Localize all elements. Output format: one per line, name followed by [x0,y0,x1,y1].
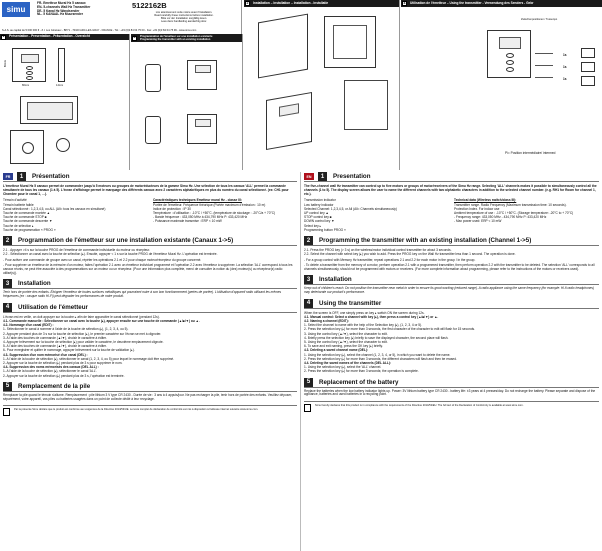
panel-usage [401,0,602,170]
frame-diagram [344,80,388,130]
battery-coin-icon [56,138,70,152]
list-item: Touche de commande montée ▲ [3,211,50,215]
list-item: STOP control key ■ [304,215,332,220]
en-section-3-body: Keep out of children's reach. Do not position the transmitter near metal in order to ensure its good working (reduced range). A radio appliance using the same frequency (for example: Hi-fi radio headphones) may deteriorate our product's performance. [304,286,595,294]
fr-section-2-header: 2 Programmation de l'émetteur sur une installation existante (Canaux 1->5) [3,236,297,246]
screen-detail-display [27,102,73,120]
intermediate-position-note: Pi= Position intermédiaire/ intermed [505,151,556,155]
column-divider [300,172,301,551]
en-section-5-body: Replace the batteries when the low battery indicator lights up. Power: 3V lithium battery type CR 2430 - battery life: ±3 years at 4 presses/day. Do not recharge the battery. Please separate and dispose of the appliance, batteries and used batteries in a recycling point. [304,388,596,397]
list-item: Indice de protection : IP 30 [153,206,191,211]
list-item: Témoin batterie faible [3,202,34,207]
prog-screen-1 [195,65,211,73]
fr-section-4-body: L'écran est en veille, on doit appuyer sur la touche ▸ afin de faire apparaître le canal sélectionné (pendant 12s). 4.1- Commande manuelle : Sélectionner un canal avec la touche (▸), appuyer ensuite sur une touche de commande (▲/■/▼) ou ▲. 4.2- Nommage d'un canal (EDIT) : 1- Sélectionner le canal à nommer à l'aide de la touche de sélection (▸), (1, 2, 3, 4, ou 5). 2- Appuyer pendant plus de 3 s sur la touche de sélection (▸), le premier caractère sur l'écran se met à clignoter. 3- A l'aide des touches de commande (▲/▼), choisir le caractère à éditer. 4- Appuyer brièvement sur la touche de sélection (▸) pour valider le caractère, le deuxième emplacement clignote. 5- A l'aide des touches de commande (▲/▼), choisir le caractère à éditer. 6- Pour enregistrer et quitter le nommage, appuyer brièvement sur la touche de validation (▸). 4.3- Suppression d'un nom mémorisé d'un canal (DEL) : 1- A l'aide de la touche de sélection (▸), sélectionner le canal (1, 2, 3, 4, ou 5) pour lequel le nommage doit être supprimé. 2- Appuyer sur la touche de sélection (▸) pendant plus de 3 s pour supprimer le nom. 4.4- Suppression des noms mémorisés des canaux (DEL ALL) : 1- A l'aide de la touche de sélection (▸), sélectionner le canal 'ALL'. 2- Appuyer sur la touche de sélection (▸) pendant plus de 3 s, l'opération est terminée. [3,314,200,378]
blind-up-icon [581,48,595,58]
panel-installation-header: 2 Installation – Installation – Installation - Installatie [244,0,399,7]
fr-specs: Caractéristiques techniques Emetteur mural Hz - classe III: Portée de l'émetteur. Fréquence théorique (Portée maximum d'émission : 10 m) Indice de protection : IP 30 Température : d'utilisation : -10°C / +50°C. (température de stockage : -20°C/a + 70°C) - Bande fréquence : 433,050 MHz à 434,790 MHz P: 433,420 MHz - Puissance maximale transmise : ERP < 10 mW [153,198,297,232]
fr-section-4-header: 4 Utilisation de l'émetteur [3,303,297,313]
transmitter-side [58,48,65,82]
panel-programming [131,34,243,170]
prog-remote-2 [145,116,161,144]
list-item: Select key ▸ [304,223,322,228]
arrow-down-icon [535,77,553,78]
blind-mid-icon [581,62,595,72]
dim-height: 80mm [4,59,8,68]
fr-footer: Par la présente Simu déclare que le produit est conforme aux exigences de la Directive 2014/53/UE. Le texte complet de déclaration de conformité est mis à disposition à l'adresse internet suivante www.simu.com. [3,405,297,416]
list-item: Témoin d'activité [3,198,27,203]
dim-width: 80mm [22,84,30,87]
header-title-de: DE- 5 Kanal Hz Wandsender [37,8,80,13]
press-time-stop: 1s [563,65,567,69]
fr-column [3,172,297,551]
prog-transmitter-2 [187,114,217,144]
list-item: Touche de commande descente ▼ [3,219,53,224]
dim-depth: 14mm [56,84,64,87]
panel-installation [244,0,400,170]
fr-section-3-header: 3 Installation [3,279,297,289]
header-title-en: EN- 5-channels Wall Hz Transmitter [37,4,91,9]
list-item: Température : d'utilisation : -10°C / +50°C. (température de stockage : -20°C/a + 70°C) [153,211,276,215]
list-item: Selected Channel: 1,2,3,4,5, or All (All= Channels simultaneously) [304,206,397,211]
list-item: UP control key ▲ [304,211,329,215]
list-item: Protection Index. For indoor use [454,206,500,211]
recycle-bin-icon [304,404,311,412]
press-time-down: 1s [563,77,567,81]
fr-section-1-header: FR 1 Présentation [3,172,297,182]
company-address: S.A.S. au capital de 5 000 000 € - Z.I. Les Giranaux - BP71 - 70100 ARC-LES-GRAY - FRANCE - Tél.: +33 (0)3 84 64 75 00 - Fax: +33 (0)3 84 64 75 99 - www.simu.com [2,29,197,32]
list-item: Touche de commande STOP ■ [3,215,47,220]
prog-transmitter-1 [187,60,217,90]
list-item: Programming button PROG » [304,227,346,232]
list-item: Canal sélectionné : 1,2,3,4,5, ou ALL (All= tous les canaux en simultané) [3,206,106,211]
en-section-4-body: When the screen is OFF, one simply press on key ▸ switch ON the screen during 12s. 4.1. Manual control: Select a channel with key (▸), then press a control key (▲/■/▼) or ▲. 4.2. Naming a channel (EDIT): 1- Select the channel to name with the help of the Selection key (▸), (1, 2, 3, 4 or 5). 2- Press the selection key (▸) for more than 3 seconds, the first character of the character to edit will flash for 15 seconds. 3- Using the control key (▲/▼), select the character to edit. 4- Briefly press the selection key (▸) briefly to save the displayed character, the second place will flash. 5- Using the control key (▲/▼), select the character to edit. 6- To save and exit naming, press the OK key (▸) briefly. 4.3. Deleting a saved channel name (DEL): 1- Using the selection key (▸), select the channel (1, 2, 3, 4, or 5), in which you want to delete the name. 2- Press the selection key (▸) for more than 3 seconds, the different characters will flash and then be erased. 4.4. Deleting the saved names of the channels (DEL ALL): 1- Using the selection key (▸), select the 'ALL' channel. 2- Press the selection key (▸) for more than 3 seconds; the operation is complete. [304,310,475,374]
en-column [304,172,599,551]
intermediate-label: Zwischenpositionen / Tussenpo [521,18,558,21]
recycle-bin-icon [3,408,10,416]
blind-down-icon [581,76,595,86]
down-button[interactable] [26,76,33,80]
fr-section-5-header: 5 Remplacement de la pile [3,382,297,392]
document-code: 5122162B [132,1,167,10]
en-section-3-header: 3 Installation [304,275,599,285]
list-item: Touche de programmation « PROG » [3,227,56,232]
arrow-stop-icon [535,65,553,66]
panel-presentation-header: 1 Présentation - Presentation - Präsentation - Overzicht [0,34,129,40]
list-item: - Bande fréquence : 433,050 MHz à 434,790 MHz P: 433,420 MHz [153,215,248,220]
panel-usage-header: 4 Utilisation de l'émetteur – Using the transmitter - Verwendung des Senders - Gebr [401,0,602,7]
list-item: - Frequency range: 433,050 MHz - 434,790 MHz P: 433,420 MHz [454,215,547,220]
list-item: Touche de sélection ▸ [3,223,34,228]
list-item: Transmission indicator [304,198,336,203]
fr-intro: L'émetteur Mural Hz 5 canaux permet de commander jusqu'à 5 moteurs ou groupes de motoréducteurs de la gamme Simu Hz. Une sélection de tous les canaux 'ALL' permet la commande simultanée de tous les canaux (1 à 5). L'écran d'affichage permet le marquage des différents canaux avec 2 caractères alphabétiques en plus du numéro du canal sélectionné. (ex: CH1 pour Chambre pour le canal 1, …). [3,184,289,196]
prog-screen-2 [195,119,211,127]
fr-items [3,198,153,232]
stop-button[interactable] [26,71,33,75]
usage-stop-button[interactable] [506,60,514,65]
panel-programming-header: 3 Programmation de l'émetteur sur une installation existante Programming the transmitter with an existing installation [131,34,242,42]
screw-mount-diagram [258,14,308,79]
panel-presentation [0,34,130,170]
simu-logo: simu [2,2,30,17]
battery-icon [22,142,34,154]
wall-plate-diagram [324,16,376,68]
transmitter-front [12,48,46,82]
transmitter-back [10,130,44,164]
en-flag: EN [304,173,314,180]
en-intro: The five-channel wall Hz transmitter can control up to five motors or groups of motor/receivers of the Simu Hz range. Selecting 'ALL' channels makes it possible to simultaneously control all the channels (1 to 5). The display screen allows the user to name the different channels with two alphabetic characters in addition to the selected channel number. (e.g. RH1 for Room for channel 1, etc.). [304,184,597,196]
press-time-up: 1s [563,53,567,57]
header-title-nl: NL- 5 KANAAL Hz Muurzender [37,12,83,17]
en-section-2-header: 2 Programming the transmitter with an existing installation (Channel 1->5) [304,236,599,246]
wall-plate-inner [333,25,367,59]
en-items [304,198,454,232]
transmitter-screen [21,54,39,63]
wall-mount-diagram [266,92,312,150]
list-item: Portée de l'émetteur. Fréquence théorique (Portée maximum d'émission : 10 m) [153,202,266,207]
en-specs: Technical data (Wireless switch/class III): Transmitter range. Radio Frequency (Maximum transmission time: 10 seconds). Protection Index. For indoor use Ambient temperature of use : -10°C / +50°C. (Storage temperature: -20°C to + 70°C) - Frequency range: 433,050 MHz - 434,790 MHz P: 433,420 MHz - Max power used: ERP < 10 mW [454,198,599,232]
usage-screen [499,37,521,49]
screen-detail [20,96,78,124]
list-item: Low battery indicator [304,202,334,207]
fr-section-5-body: Remplacer la pile quand le témoin s'allume. Remplacement : pile lithium 3 V type CR 2430 - Durée de vie : 3 ans à 4 appuis/jour. Ne pas recharger la pile, tenir hors de portée des enfants. Veuillez déposer, séparément, votre appareil, vos piles ou batteries usagées dans un point de collecte dédié à leur recyclage. [3,392,292,401]
fr-section-2-body: 2.1 - Appuyer >4 s sur la touche PROG de l'émetteur de commande individuelle du moteur ou récepteur. 2.2 - Sélectionner un canal avec la touche de sélection (▸). Ensuite, appuyer < 1 s sur la touche PROG de l'émetteur Mural Hz. L'opération est terminée. - Pour activer une commande de groupe avec un canal, répéter les opérations 2.1 et 2.2 pour chaque moteur/récepteur du groupe concerné. - Pour supprimer un émetteur de la mémoire d'un moteur, faites l'opération 2.1 avec un émetteur individuel programmé et l'opération 2.2 avec l'émetteur à supprimer. La sélection 'ALL' correspond à tous les canaux réunis, ne peut être associée à des programmations sur un moteur ou un récepteur. (Pour une information plus complète, merci de consulter la notice du (des) moteur(s) ou récepteur(s) radio utilisé(s)). [3,248,293,276]
list-item: - Max power used: ERP < 10 mW [454,219,502,224]
en-section-1-header: EN 1 Presentation [304,172,599,182]
en-section-2-body: 2.1- Press the PROG key (> 3 s) on the wireless/motor individual control transmitter for about 3 seconds. 2.2- Select the channel with select key (▸) you wish to add. Press the PROG key on the Wall Hz transmitter less than 1 second. The operation is done. - For a group control with Memory Hz transmitter, repeat operations 2.1 and 2.2 for each motor in the group / in the group. - To delete a transmitter from the memory of a motor, perform operation 2.1 with a programmed transmitter, then perform operation 2.2 with the transmitter to be deleted. The selection 'ALL' corresponds to all channels simultaneously, should not be programmed with motors or receivers. (For more complete information about programming, please refer to the instructions of the motors or receivers used). [304,248,595,271]
arrow-up-icon [535,53,553,54]
list-item: Ambient temperature of use : -10°C / +50°C. (Storage temperature: -20°C to + 70°C) [454,211,574,215]
en-section-4-header: 4 Using the transmitter [304,299,599,309]
prog-remote-1 [145,64,161,92]
header [0,0,242,34]
header-title-fr: FR- Emetteur Mural Hz 5 canaux [37,1,86,5]
fr-legend [3,198,297,232]
fr-flag: FR [3,173,13,180]
wall-mount-screen [279,103,299,117]
usage-up-button[interactable] [506,53,514,58]
usage-down-button[interactable] [506,67,514,72]
list-item: DOWN control key ▼ [304,219,335,224]
en-section-5-header: 5 Replacement of the battery [304,378,599,388]
en-legend [304,198,599,232]
list-item: Transmitter range. Radio Frequency (Maximum transmission time: 10 seconds). [454,202,567,207]
usage-transmitter [487,30,531,78]
en-footer: Simu hereby declares that this product is in compliance with the requirements of the Directive 2014/53/EU. The full text of the Declaration of Conformity is available at www.simu.com. [304,401,599,412]
up-button[interactable] [26,66,33,70]
fr-section-3-body: Tenir hors de portée des enfants. Éloigner l'émetteur de toutes surfaces métalliques qui pourraient nuire à son bon fonctionnement (pertes de portée). L'utilisation d'appareil radio utilisant les mêmes fréquences (ex : casque radio Hi-Fi) peut dégrader les performances de notre produit. [3,290,282,299]
header-warning: Lire attentivement cette notice avant l'installation. Read carefully these instructions before installation. Bitte vor der Installation sorgfältig lesen. Lees deze handleiding aandachtig door. [154,11,214,24]
list-item: - Puissance maximale transmise : ERP < 10 mW [153,219,222,224]
